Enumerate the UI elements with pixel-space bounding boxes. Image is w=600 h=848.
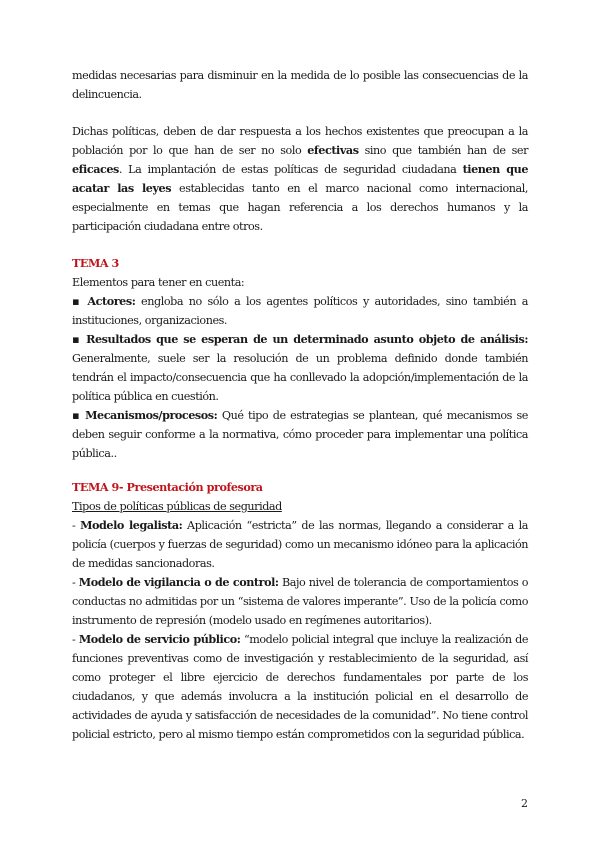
bullet-icon: ▪ (72, 295, 88, 308)
item-text: Generalmente, suele ser la resolución de un problema definido donde también tendrán el impacto/consecuencia que ha conllevado la adopción/implementación de la política pública en cuestión. (72, 352, 528, 403)
model-text: “modelo policial integral que incluye la realización de funciones preventivas como de investigación y restablecimiento de la seguridad, así como proteger el libre ejercicio de derechos fundamentales por parte de los ciudadanos, y que además involucra a la institución policial en el desarrollo de actividades de ayuda y satisfacción de necesidades de la comunidad”. No tiene control policial estricto, pero al mismo tiempo están comprometidos con la seguridad pública. (72, 633, 528, 741)
dash-marker: - (72, 519, 81, 532)
model-text: Bajo nivel de tolerancia de comportamientos o conductas no admitidas por un “sistema de valores imperante”. Uso de la policía como instrumento de represión (modelo usado en regímenes autoritarios). (72, 576, 529, 627)
intro-paragraph: medidas necesarias para disminuir en la medida de lo posible las consecuencias de la delincuencia. (72, 69, 528, 101)
model-text: Aplicación “estricta” de las normas, llegando a considerar a la policía (cuerpos y fuerzas de seguridad) como un mecanismo idóneo para la aplicación de medidas sancionadoras. (72, 519, 529, 570)
bullet-icon: ▪ (72, 409, 86, 422)
list-item (72, 330, 528, 406)
tema9-heading: TEMA 9- Presentación profesora (72, 480, 263, 494)
list-item (72, 406, 528, 463)
item-text: engloba no sólo a los agentes políticos y autoridades, sino también a instituciones, organizaciones. (72, 295, 528, 327)
page-number: 2 (521, 797, 528, 810)
list-item (72, 630, 528, 744)
tema9-subtitle: Tipos de políticas públicas de seguridad (72, 500, 282, 513)
tema3-heading: TEMA 3 (72, 256, 119, 270)
item-text: Qué tipo de estrategias se plantean, qué mecanismos se deben seguir conforme a la normativa, cómo proceder para implementar una política pública.. (72, 409, 528, 460)
page-content (72, 66, 528, 744)
list-item (72, 292, 528, 330)
politicas-paragraph: Dichas políticas, deben de dar respuesta a los hechos existentes que preocupan a la población por lo que han de ser no solo efectivas sino que también han de ser eficaces. La implantación de estas políticas de seguridad ciudadana tienen que acatar las leyes establecidas tanto en el marco nacional como internacional, especialmente en temas que hagan referencia a los derechos humanos y la participación ciudadana entre otros. (72, 125, 528, 233)
list-item (72, 573, 528, 630)
bold-eficaces: eficaces (72, 162, 119, 176)
dash-marker: - (72, 576, 79, 589)
model-label: Modelo de vigilancia o de control: (78, 575, 279, 589)
item-label: Resultados que se esperan de un determinado asunto objeto de análisis: (86, 332, 529, 346)
item-label: Mecanismos/procesos: (85, 408, 218, 422)
item-label: Actores: (87, 294, 136, 308)
tema3-intro: Elementos para tener en cuenta: (72, 276, 245, 289)
model-label: Modelo de servicio público: (78, 632, 241, 646)
list-item (72, 516, 528, 573)
bold-acatar-leyes: tienen que acatar las leyes (72, 162, 528, 195)
bold-efectivas: efectivas (307, 143, 359, 157)
bullet-icon: ▪ (72, 333, 87, 346)
model-label: Modelo legalista: (80, 518, 183, 532)
dash-marker: - (72, 633, 79, 646)
